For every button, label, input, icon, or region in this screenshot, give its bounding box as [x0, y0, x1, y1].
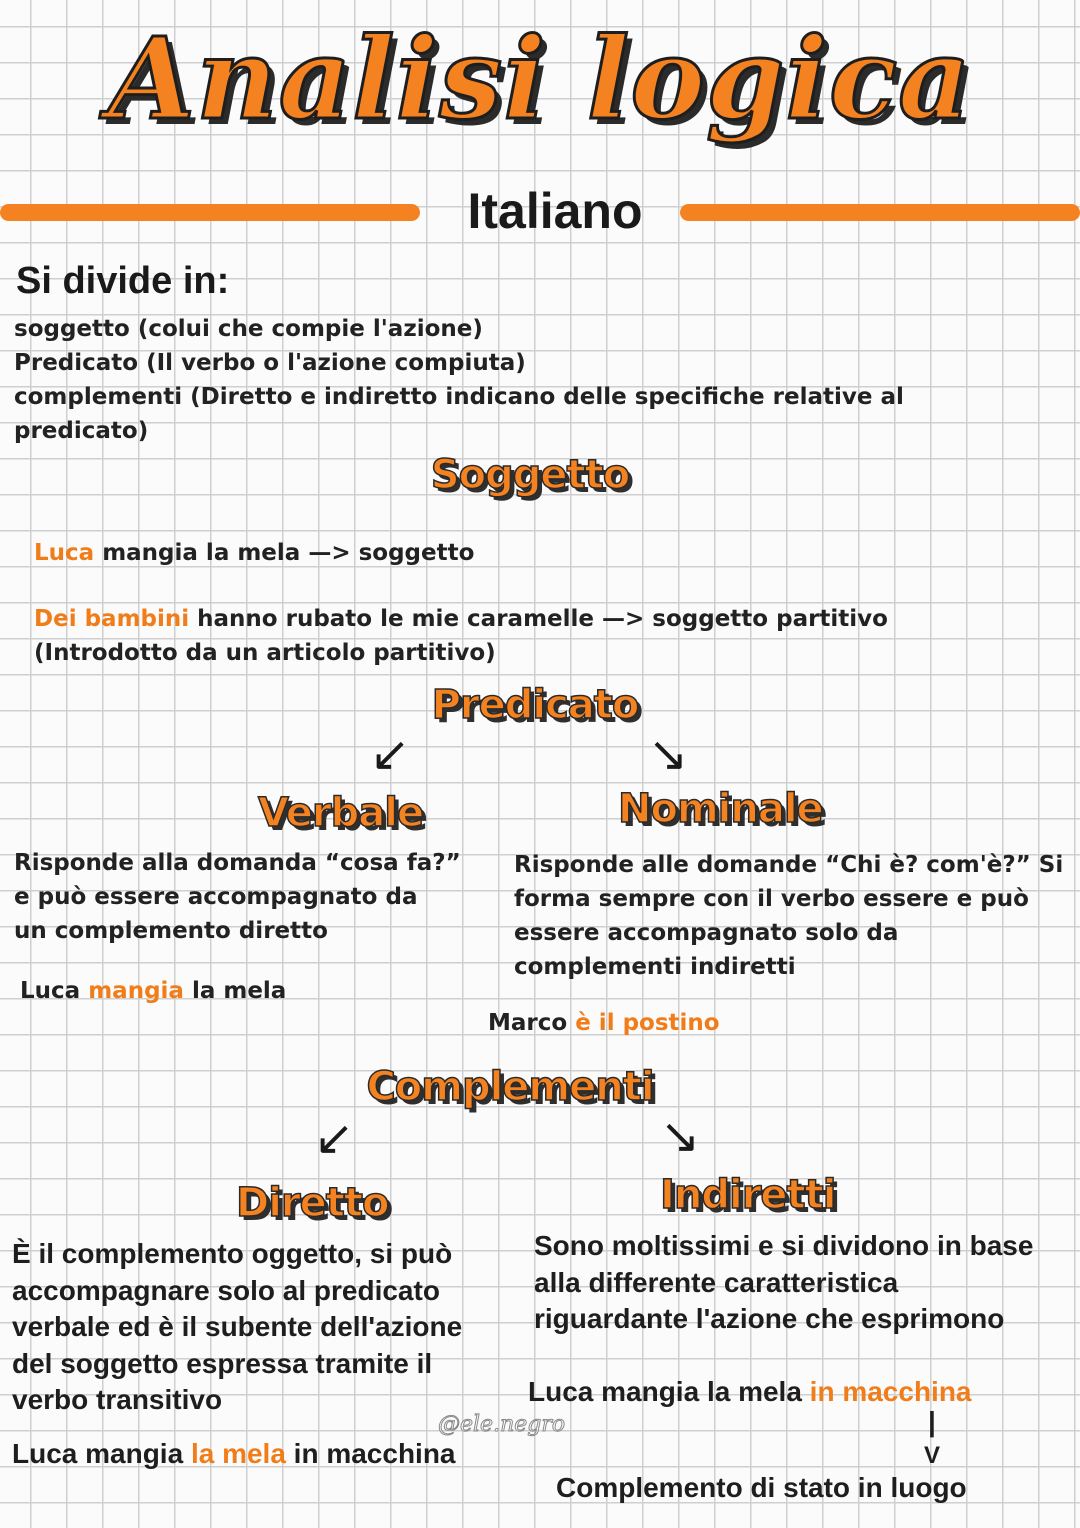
example-text: hanno rubato le mie caramelle —> soggetto partitivo — [189, 606, 888, 632]
text-line: del soggetto espressa tramite il — [12, 1347, 433, 1379]
verbale-example — [20, 974, 286, 1008]
indiretti-heading: Indiretti — [660, 1172, 836, 1218]
example-text: in macchina — [285, 1438, 456, 1469]
soggetto-example-2-note: (Introdotto da un articolo partitivo) — [34, 640, 496, 666]
arrow-down-right-icon: ↘ — [648, 726, 689, 782]
nominale-heading: Nominale — [618, 786, 823, 832]
arrow-down-left-icon: ↙ — [314, 1110, 355, 1166]
text-line: un complemento diretto — [14, 918, 328, 944]
text-line: essere accompagnato solo da — [514, 920, 899, 946]
text-line: e può essere accompagnato da — [14, 884, 418, 910]
intro-item: complementi (Diretto e indiretto indicano delle specifiche relative al — [14, 384, 904, 410]
example-text: Luca mangia la mela — [528, 1376, 810, 1407]
arrow-down-icon: V — [924, 1442, 941, 1469]
predicato-heading: Predicato — [431, 682, 639, 728]
soggetto-heading: Soggetto — [430, 452, 630, 498]
intro-heading: Si divide in: — [16, 260, 230, 302]
highlight-predicate: mangia — [88, 978, 184, 1004]
intro-item: Predicato (Il verbo o l'azione compiuta) — [14, 350, 526, 376]
highlight-complement: in macchina — [809, 1376, 972, 1407]
arrow-shaft-icon: | — [928, 1406, 936, 1437]
page-title: Analisi logica — [108, 14, 972, 145]
text-line: alla differente caratteristica — [534, 1266, 899, 1298]
text-line: complementi indiretti — [514, 954, 796, 980]
verbale-description — [14, 846, 504, 948]
intro-item: predicato) — [14, 418, 149, 444]
diretto-heading: Diretto — [236, 1180, 389, 1226]
highlight-subject: Luca — [34, 540, 95, 566]
indiretti-description — [534, 1228, 1080, 1338]
text-line: verbale ed è il subente dell'azione — [12, 1311, 463, 1342]
example-text: Marco — [488, 1010, 576, 1036]
subtitle: Italiano — [467, 183, 643, 239]
text-line: verbo transitivo — [12, 1384, 223, 1415]
text-line: accompagnare solo al predicato — [12, 1274, 440, 1306]
soggetto-example-1 — [34, 536, 474, 570]
indiretti-example — [528, 1374, 972, 1411]
text-line: Risponde alla domanda “cosa fa?” — [14, 850, 461, 876]
highlight-subject: Dei bambini — [34, 606, 190, 632]
diretto-example — [12, 1436, 456, 1473]
example-text: Luca — [20, 978, 89, 1004]
example-text: la mela — [183, 978, 287, 1004]
text-line: forma sempre con il verbo essere e può — [514, 886, 1029, 912]
highlight-predicate: è il postino — [575, 1010, 720, 1036]
diretto-description — [12, 1236, 532, 1419]
text-line: riguardante l'azione che esprimono — [534, 1303, 1005, 1334]
nominale-example — [488, 1006, 720, 1040]
watermark: @ele.negro — [438, 1412, 566, 1437]
intro-list — [14, 312, 1014, 448]
nominale-description — [514, 848, 1080, 984]
intro-item: soggetto (colui che compie l'azione) — [14, 316, 483, 342]
verbale-heading: Verbale — [258, 790, 424, 836]
text-line: Risponde alle domande “Chi è? com'è?” Si — [514, 852, 1064, 878]
title-divider-right — [680, 204, 1080, 221]
arrow-down-right-icon: ↘ — [660, 1108, 701, 1164]
soggetto-example-2 — [34, 602, 888, 636]
text-line: È il complemento oggetto, si può — [12, 1238, 453, 1269]
indiretti-result: Complemento di stato in luogo — [556, 1472, 967, 1503]
complementi-heading: Complementi — [366, 1064, 654, 1110]
arrow-down-left-icon: ↙ — [370, 726, 411, 782]
example-text: mangia la mela —> soggetto — [94, 540, 475, 566]
highlight-complement: la mela — [190, 1438, 286, 1469]
text-line: Sono moltissimi e si dividono in base — [534, 1230, 1034, 1261]
example-text: Luca mangia — [12, 1438, 191, 1469]
title-divider-left — [0, 204, 420, 221]
